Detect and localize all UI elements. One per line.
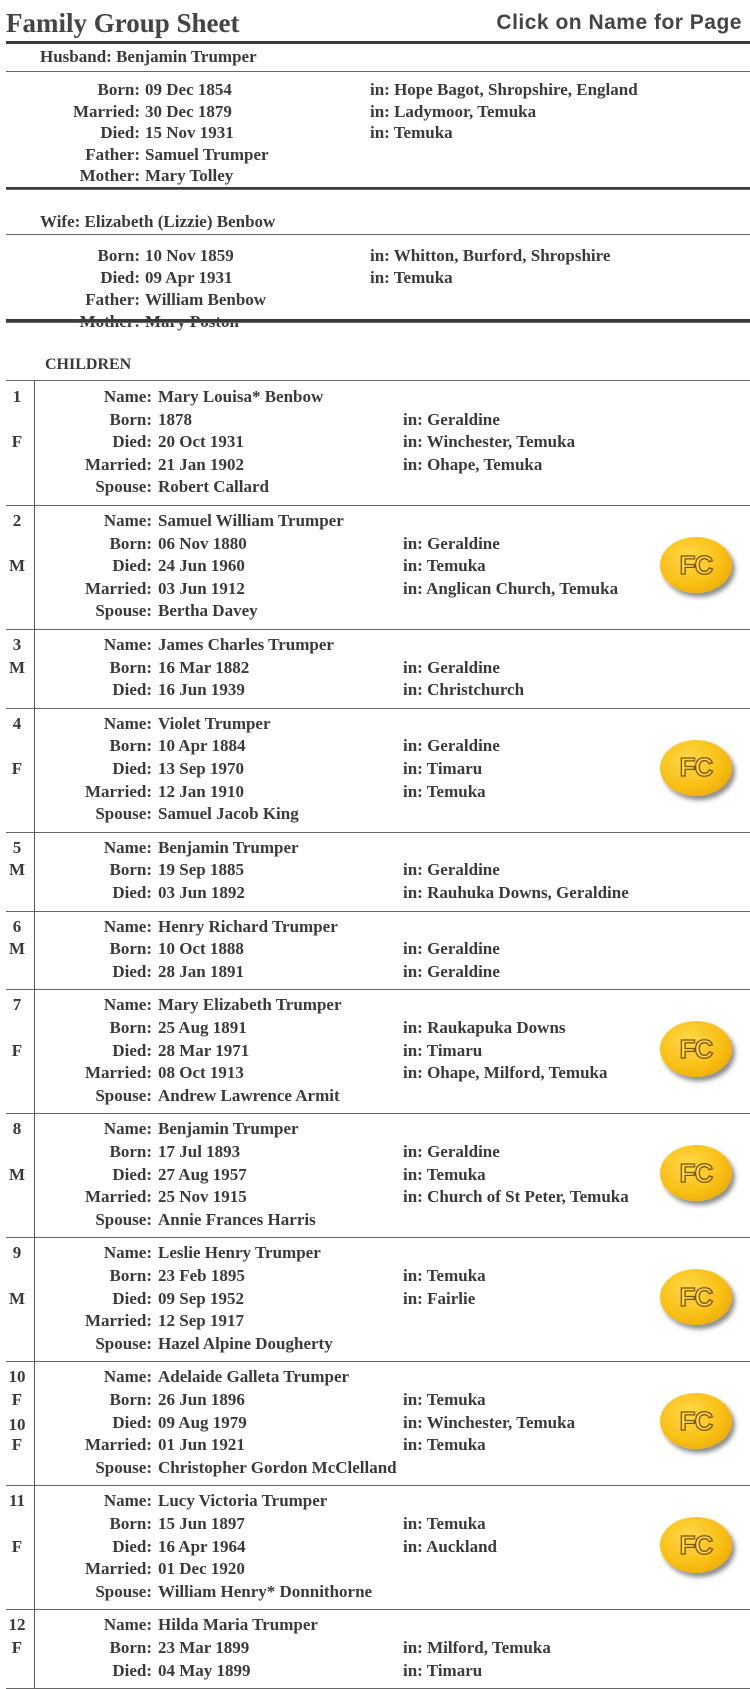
child-label: Married: [84,578,152,598]
child-place: in: Geraldine [403,860,500,880]
child-number: 10 [8,1367,26,1387]
child-place: in: Milford, Temuka [403,1638,551,1657]
fc-badge-icon[interactable] [660,537,732,593]
child-place: in: Geraldine [403,1142,500,1161]
child-sex: M [8,939,26,959]
child-label: Died: [112,1412,152,1432]
wife-value[interactable]: William Benbow [145,290,267,309]
child-value: 16 Jun 1939 [158,680,245,700]
wife-heading[interactable]: Wife: Elizabeth (Lizzie) Benbow [40,212,276,231]
child-sex: M [8,1288,26,1308]
divider [6,911,750,912]
fc-label: FC [679,1157,713,1188]
child-value: 28 Jan 1891 [158,961,244,981]
divider [6,41,750,44]
child-sex: F [11,1536,23,1556]
child-number: 6 [12,916,22,936]
child-place: in: Geraldine [403,961,500,981]
child-name-link[interactable]: Samuel William Trumper [158,511,344,530]
children-column-divider [34,381,35,1688]
fc-label: FC [679,1281,713,1312]
divider [6,832,750,833]
divider [6,989,750,990]
child-value: 16 Mar 1882 [158,657,250,677]
child-name-link[interactable]: Violet Trumper [158,713,271,733]
child-sex: F [11,1390,23,1409]
child-value: 1878 [158,409,192,429]
child-number: 1 [12,387,22,406]
divider [6,505,750,506]
child-value: 25 Aug 1891 [158,1018,247,1037]
child-label: Died: [112,1536,152,1556]
child-label: Spouse: [95,477,152,497]
divider [6,71,750,72]
child-place: in: Ohape, Milford, Temuka [403,1063,608,1083]
child-label: Spouse: [95,1457,152,1477]
child-name-link[interactable]: Leslie Henry Trumper [158,1243,321,1263]
child-label: Name: [103,1243,152,1263]
child-value: 23 Feb 1895 [158,1266,245,1285]
wife-label: Died: [100,268,140,287]
child-place: in: Raukapuka Downs [403,1018,566,1037]
child-label: Died: [112,1040,152,1060]
fc-badge-icon[interactable] [660,1393,732,1449]
divider [6,1485,750,1486]
child-label: Name: [103,1615,152,1635]
child-name-link[interactable]: William Henry* Donnithorne [158,1581,373,1601]
husband-label: Died: [100,123,140,142]
child-value: 10 Oct 1888 [158,939,244,959]
child-place: in: Geraldine [403,939,500,959]
child-place: in: Temuka [403,1435,486,1455]
child-label: Died: [112,556,152,576]
child-name-link[interactable]: Benjamin Trumper [158,1119,299,1139]
child-label: Born: [109,1142,152,1161]
child-label: Married: [84,1559,152,1579]
wife-label: Father: [85,290,140,309]
child-place: in: Temuka [403,1390,486,1409]
child-label: Born: [109,1018,152,1037]
child-sex: F [11,432,23,452]
divider [6,708,750,709]
child-label: Name: [103,387,152,406]
fc-badge-icon[interactable] [660,1517,732,1573]
child-number: 9 [12,1243,22,1263]
child-sex: F [11,1638,23,1657]
wife-label: Born: [97,246,140,265]
child-place: in: Timaru [403,1040,483,1060]
child-sex: M [8,860,26,880]
fc-label: FC [679,1529,713,1560]
child-value: 10 Apr 1884 [158,736,246,756]
divider [6,1113,750,1114]
child-place: in: Geraldine [403,409,500,429]
child-label: Born: [109,860,152,880]
child-name-link[interactable]: Christopher Gordon McClelland [158,1457,397,1477]
child-value: 24 Jun 1960 [158,556,245,576]
child-label: Born: [109,939,152,959]
child-value: 23 Mar 1899 [158,1638,250,1657]
child-name-link[interactable]: Adelaide Galleta Trumper [158,1367,350,1387]
child-place: in: Winchester, Temuka [403,1412,576,1432]
husband-place: in: Hope Bagot, Shropshire, England [370,80,638,99]
fc-badge-icon[interactable] [660,1021,732,1077]
child-number: 11 [8,1491,26,1511]
child-place: in: Fairlie [403,1288,476,1308]
page-title: Family Group Sheet [6,8,240,38]
child-place: in: Temuka [403,556,486,576]
children-heading: CHILDREN [45,356,132,373]
child-name-link[interactable]: Mary Louisa* Benbow [158,387,324,406]
child-label: Died: [112,883,152,902]
child-value: 01 Dec 1920 [158,1559,245,1579]
wife-value: 09 Apr 1931 [145,268,233,287]
fc-label: FC [679,1033,713,1064]
fc-badge-icon[interactable] [660,740,732,796]
child-value: 19 Sep 1885 [158,860,244,880]
husband-place: in: Ladymoor, Temuka [370,101,537,121]
child-value: 04 May 1899 [158,1660,251,1680]
wife-place: in: Whitton, Burford, Shropshire [370,246,611,265]
child-place: in: Temuka [403,781,486,801]
child-label: Name: [103,837,152,857]
fc-label: FC [679,752,713,783]
child-value: 08 Oct 1913 [158,1063,244,1083]
child-place: in: Geraldine [403,736,500,756]
child-place: in: Winchester, Temuka [403,432,576,452]
child-place: in: Timaru [403,759,483,778]
divider [6,629,750,630]
child-value: 28 Mar 1971 [158,1040,250,1060]
child-label: Died: [112,1660,152,1680]
husband-value[interactable]: Samuel Trumper [145,144,269,164]
child-value: 12 Sep 1917 [158,1311,244,1331]
husband-label: Born: [97,80,140,99]
child-number: 2 [12,511,22,530]
child-sex: F [11,759,23,778]
child-number: 3 [12,635,22,654]
child-place: in: Geraldine [403,657,500,677]
click-name-note: Click on Name for Page [496,11,742,34]
child-value: 25 Nov 1915 [158,1187,247,1207]
child-value: 12 Jan 1910 [158,781,244,801]
child-label: Name: [103,511,152,530]
child-label: Died: [112,432,152,452]
child-label: Name: [103,713,152,733]
child-value: 09 Sep 1952 [158,1288,244,1308]
fc-badge-icon[interactable] [660,1269,732,1325]
child-value: 26 Jun 1896 [158,1390,245,1409]
child-number: 8 [12,1119,22,1139]
child-name-link[interactable]: James Charles Trumper [158,635,334,654]
husband-value: 30 Dec 1879 [145,101,232,121]
divider [6,189,750,190]
child-label: Died: [112,961,152,981]
child-label: Name: [103,1491,152,1511]
child-place: in: Timaru [403,1660,483,1680]
child-place: in: Temuka [403,1514,486,1533]
husband-value: 09 Dec 1854 [145,80,232,99]
husband-value: 15 Nov 1931 [145,123,234,142]
child-label: Spouse: [95,804,152,824]
child-sex: M [8,1164,26,1184]
child-label: Born: [109,1638,152,1657]
child-name-link[interactable]: Robert Callard [158,477,269,497]
child-label: Spouse: [95,1085,152,1105]
child-label: Married: [84,454,152,474]
divider [6,380,750,381]
child-label: Spouse: [95,601,152,621]
fc-label: FC [679,549,713,580]
husband-value[interactable]: Mary Tolley [145,166,234,185]
child-value: 03 Jun 1892 [158,883,245,902]
child-value: 17 Jul 1893 [158,1142,241,1161]
divider [6,322,750,323]
divider [6,1237,750,1238]
child-place: in: Geraldine [403,533,500,553]
child-place: in: Rauhuka Downs, Geraldine [403,883,629,902]
child-label: Born: [109,1514,152,1533]
husband-place: in: Temuka [370,123,453,142]
child-sex: M [8,556,26,576]
child-value: 16 Apr 1964 [158,1536,246,1556]
child-number: 12 [8,1615,26,1635]
child-place: in: Church of St Peter, Temuka [403,1187,629,1207]
husband-label: Father: [85,144,140,164]
child-number: 4 [12,713,22,733]
wife-place: in: Temuka [370,268,453,287]
child-name-link[interactable]: Hazel Alpine Dougherty [158,1333,333,1353]
child-name-link[interactable]: Samuel Jacob King [158,804,299,824]
child-name-link[interactable]: Benjamin Trumper [158,837,299,857]
child-label: Died: [112,680,152,700]
child-label: Born: [109,1266,152,1285]
child-label: Born: [109,1390,152,1409]
child-label: Name: [103,635,152,654]
child-label: Name: [103,995,152,1015]
husband-heading[interactable]: Husband: Benjamin Trumper [40,47,257,66]
child-value: 01 Jun 1921 [158,1435,245,1455]
child-sex: M [8,657,26,677]
child-name-link[interactable]: Andrew Lawrence Armit [158,1085,340,1105]
child-name-link[interactable]: Lucy Victoria Trumper [158,1491,328,1511]
child-place: in: Temuka [403,1266,486,1285]
child-label: Married: [84,1187,152,1207]
child-value: 13 Sep 1970 [158,759,244,778]
child-label: Born: [109,533,152,553]
wife-value: 10 Nov 1859 [145,246,234,265]
child-value: 27 Aug 1957 [158,1164,247,1184]
fc-label: FC [679,1405,713,1436]
child-label: Spouse: [95,1209,152,1229]
divider [6,234,750,235]
fc-badge-icon[interactable] [660,1145,732,1201]
child-label: Born: [109,736,152,756]
husband-label: Married: [72,101,140,121]
child-place: in: Auckland [403,1536,498,1556]
child-label: Married: [84,1063,152,1083]
child-value: 20 Oct 1931 [158,432,244,452]
child-label: Married: [84,1435,152,1455]
child-number: 10 [8,1414,26,1434]
divider [6,1609,750,1610]
child-place: in: Christchurch [403,680,525,700]
husband-label: Mother: [79,166,140,185]
child-place: in: Temuka [403,1164,486,1184]
child-label: Spouse: [95,1581,152,1601]
child-label: Name: [103,1367,152,1387]
child-sex: F [11,1435,23,1455]
child-number: 5 [12,837,22,857]
child-label: Spouse: [95,1333,152,1353]
child-value: 09 Aug 1979 [158,1412,247,1432]
child-value: 21 Jan 1902 [158,454,244,474]
child-label: Married: [84,1311,152,1331]
child-place: in: Ohape, Temuka [403,454,543,474]
child-name-link[interactable]: Bertha Davey [158,601,258,621]
child-value: 03 Jun 1912 [158,578,245,598]
child-name-link[interactable]: Mary Elizabeth Trumper [158,995,342,1015]
child-name-link[interactable]: Hilda Maria Trumper [158,1615,318,1635]
child-label: Born: [109,409,152,429]
child-name-link[interactable]: Henry Richard Trumper [158,916,338,936]
child-label: Name: [103,1119,152,1139]
child-label: Born: [109,657,152,677]
child-number: 7 [12,995,22,1015]
divider [6,1361,750,1362]
child-value: 06 Nov 1880 [158,533,247,553]
child-label: Died: [112,759,152,778]
child-label: Died: [112,1288,152,1308]
child-place: in: Anglican Church, Temuka [403,578,619,598]
child-value: 15 Jun 1897 [158,1514,245,1533]
child-label: Married: [84,781,152,801]
child-label: Name: [103,916,152,936]
child-sex: F [11,1040,23,1060]
child-name-link[interactable]: Annie Frances Harris [158,1209,316,1229]
child-label: Died: [112,1164,152,1184]
